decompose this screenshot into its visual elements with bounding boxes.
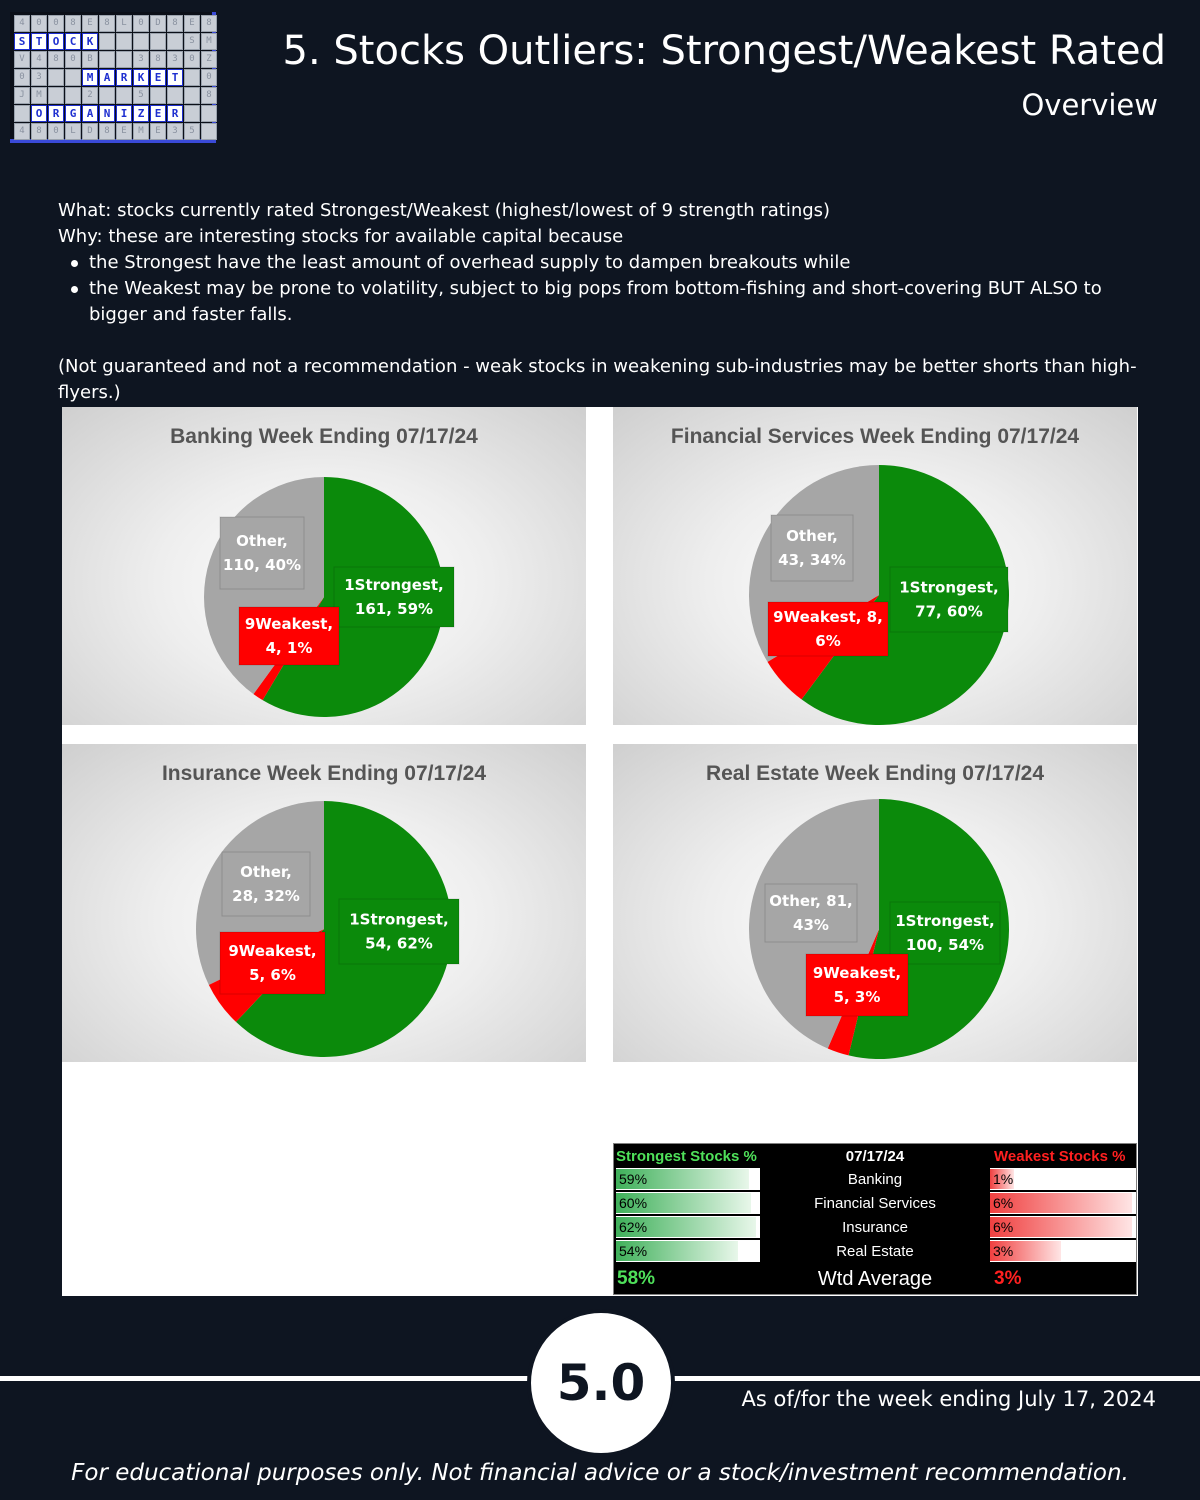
logo-cell bbox=[133, 33, 149, 50]
data-label-other bbox=[771, 515, 853, 581]
summary-row bbox=[614, 1192, 1136, 1215]
data-label-text: 1Strongest, 54, 62% bbox=[349, 910, 449, 953]
avg-label: Wtd Average bbox=[817, 1268, 933, 1290]
sector-name: Insurance bbox=[842, 1219, 908, 1236]
sector-name: Financial Services bbox=[814, 1195, 936, 1212]
logo-cell: G bbox=[65, 105, 81, 122]
data-label-text: Other, 81, 43% bbox=[769, 892, 853, 934]
logo-cell bbox=[116, 51, 132, 68]
logo-cell: 0 bbox=[184, 51, 200, 68]
page-subtitle: Overview bbox=[1021, 88, 1158, 122]
description bbox=[58, 198, 1148, 406]
data-label-text: 9Weakest, 5, 3% bbox=[812, 964, 902, 1006]
logo-cell: R bbox=[48, 105, 64, 122]
weakest-cell bbox=[990, 1192, 1136, 1214]
strongest-cell bbox=[616, 1192, 760, 1214]
pie-chart-real-estate bbox=[613, 744, 1137, 1062]
logo-cell: M bbox=[133, 123, 149, 140]
section-number-badge bbox=[527, 1309, 675, 1457]
weakest-value: 3% bbox=[993, 1243, 1014, 1259]
data-label-text: Other, 110, 40% bbox=[222, 532, 302, 574]
logo-cell: J bbox=[14, 87, 30, 104]
logo-cell: L bbox=[116, 15, 132, 32]
data-label-weakest bbox=[239, 607, 339, 665]
data-label-text: 1Strongest, 100, 54% bbox=[895, 912, 995, 954]
logo-letter-grid bbox=[14, 15, 217, 140]
data-label-text: 1Strongest, 161, 59% bbox=[344, 576, 444, 618]
description-bullets bbox=[58, 250, 1148, 328]
strongest-value: 62% bbox=[619, 1219, 648, 1235]
logo-cell: 0 bbox=[14, 69, 30, 86]
weakest-value: 1% bbox=[993, 1171, 1014, 1187]
chart-title: Real Estate Week Ending 07/17/24 bbox=[705, 762, 1045, 785]
logo-cell: I bbox=[116, 105, 132, 122]
pie-chart-financial-services bbox=[613, 407, 1137, 725]
logo-cell bbox=[167, 87, 183, 104]
logo-cell: R bbox=[167, 105, 183, 122]
logo-cell: 0 bbox=[31, 15, 47, 32]
logo-cell: V bbox=[14, 51, 30, 68]
chart-title: Insurance Week Ending 07/17/24 bbox=[161, 762, 487, 785]
weakest-cell bbox=[990, 1216, 1136, 1238]
data-label-strongest bbox=[334, 567, 454, 627]
logo-cell: O bbox=[31, 105, 47, 122]
description-what: What: stocks currently rated Strongest/Weakest (highest/lowest of 9 strength ratings) bbox=[58, 200, 831, 221]
weakest-value: 6% bbox=[993, 1219, 1014, 1235]
logo-cell: S bbox=[184, 33, 200, 50]
logo-cell: E bbox=[82, 15, 98, 32]
data-label-strongest bbox=[339, 899, 459, 964]
logo-cell bbox=[201, 123, 217, 140]
page-title: 5. Stocks Outliers: Strongest/Weakest Rated bbox=[282, 28, 1166, 74]
logo-cell: E bbox=[116, 123, 132, 140]
logo-cell bbox=[184, 105, 200, 122]
logo-cell: A bbox=[99, 69, 115, 86]
data-label-other bbox=[220, 517, 304, 589]
logo-cell: 0 bbox=[133, 15, 149, 32]
logo-cell bbox=[14, 105, 30, 122]
logo-cell: C bbox=[65, 33, 81, 50]
summary-row bbox=[614, 1240, 1136, 1263]
strongest-cell bbox=[616, 1216, 760, 1238]
data-label-text: Other, 28, 32% bbox=[232, 863, 300, 905]
logo-cell bbox=[99, 51, 115, 68]
strongest-value: 54% bbox=[619, 1243, 648, 1259]
logo-cell: 8 bbox=[167, 15, 183, 32]
pie-chart-insurance bbox=[62, 744, 586, 1062]
logo-cell: T bbox=[167, 69, 183, 86]
logo-cell bbox=[184, 69, 200, 86]
chart-title: Financial Services Week Ending 07/17/24 bbox=[670, 425, 1080, 448]
pie-chart-banking bbox=[62, 407, 586, 725]
logo-cell: L bbox=[65, 123, 81, 140]
logo-cell: 8 bbox=[99, 123, 115, 140]
logo-cell: 4 bbox=[14, 15, 30, 32]
sector-name: Banking bbox=[847, 1171, 903, 1188]
logo-cell bbox=[99, 33, 115, 50]
data-label-other bbox=[222, 852, 310, 916]
logo-cell bbox=[48, 69, 64, 86]
avg-strongest: 58% bbox=[617, 1268, 656, 1289]
logo-cell: D bbox=[82, 123, 98, 140]
logo-cell: 0 bbox=[48, 123, 64, 140]
logo-cell: R bbox=[116, 69, 132, 86]
logo-cell: 8 bbox=[201, 15, 217, 32]
logo-cell: 8 bbox=[150, 51, 166, 68]
logo-cell bbox=[65, 87, 81, 104]
header-strongest: Strongest Stocks % bbox=[616, 1148, 757, 1165]
logo-cell: D bbox=[150, 15, 166, 32]
logo-cell: 0 bbox=[65, 51, 81, 68]
logo-cell bbox=[48, 87, 64, 104]
weakest-cell bbox=[990, 1240, 1136, 1262]
stock-market-organizer-logo bbox=[10, 12, 216, 143]
logo-cell bbox=[184, 87, 200, 104]
logo-cell bbox=[150, 33, 166, 50]
bullet-weakest: the Weakest may be prone to volatility, subject to big pops from bottom-fishing and short-covering BUT ALSO to bigger and faster falls. bbox=[58, 276, 1148, 328]
logo-cell: 2 bbox=[82, 87, 98, 104]
logo-cell: 5 bbox=[184, 123, 200, 140]
summary-row bbox=[614, 1168, 1136, 1191]
data-label-weakest bbox=[806, 954, 908, 1016]
summary-header-row bbox=[614, 1144, 1136, 1167]
summary-row bbox=[614, 1216, 1136, 1239]
logo-cell: B bbox=[82, 51, 98, 68]
data-label-text: 9Weakest, 8, 6% bbox=[773, 608, 883, 650]
logo-cell: 5 bbox=[133, 87, 149, 104]
strongest-cell bbox=[616, 1240, 760, 1262]
logo-cell: 8 bbox=[31, 123, 47, 140]
logo-cell: 8 bbox=[99, 15, 115, 32]
logo-cell: 8 bbox=[48, 51, 64, 68]
logo-cell: 0 bbox=[201, 69, 217, 86]
chart-title: Banking Week Ending 07/17/24 bbox=[170, 425, 478, 448]
logo-cell: 8 bbox=[65, 15, 81, 32]
logo-cell bbox=[65, 69, 81, 86]
logo-cell: T bbox=[31, 33, 47, 50]
logo-cell: Z bbox=[201, 51, 217, 68]
header-weakest: Weakest Stocks % bbox=[994, 1148, 1126, 1165]
data-label-strongest bbox=[890, 567, 1008, 632]
logo-cell: M bbox=[82, 69, 98, 86]
logo-cell bbox=[99, 87, 115, 104]
summary-table bbox=[613, 1143, 1137, 1295]
logo-cell: 3 bbox=[31, 69, 47, 86]
logo-cell: A bbox=[82, 105, 98, 122]
logo-cell: E bbox=[150, 105, 166, 122]
data-label-weakest bbox=[220, 932, 325, 994]
weakest-cell bbox=[990, 1168, 1136, 1190]
logo-cell bbox=[167, 33, 183, 50]
data-label-weakest bbox=[768, 602, 888, 656]
bullet-strongest: the Strongest have the least amount of overhead supply to dampen breakouts while bbox=[58, 250, 1148, 276]
sector-name: Real Estate bbox=[836, 1243, 914, 1260]
data-label-text: 9Weakest, 5, 6% bbox=[228, 942, 317, 984]
logo-cell: 4 bbox=[31, 51, 47, 68]
logo-cell bbox=[201, 105, 217, 122]
logo-cell: 8 bbox=[201, 87, 217, 104]
logo-cell bbox=[150, 87, 166, 104]
logo-cell: S bbox=[14, 33, 30, 50]
data-label-text: 1Strongest, 77, 60% bbox=[899, 578, 999, 621]
logo-cell: M bbox=[31, 87, 47, 104]
avg-weakest: 3% bbox=[994, 1268, 1022, 1289]
logo-cell: 4 bbox=[14, 123, 30, 140]
strongest-value: 59% bbox=[619, 1171, 648, 1187]
data-label-other bbox=[765, 884, 857, 942]
data-label-text: 9Weakest, 4, 1% bbox=[244, 615, 334, 657]
section-number: 5.0 bbox=[556, 1354, 646, 1412]
logo-cell: M bbox=[201, 33, 217, 50]
disclaimer: For educational purposes only. Not financial advice or a stock/investment recommendation. bbox=[71, 1460, 1129, 1486]
logo-cell: N bbox=[99, 105, 115, 122]
logo-cell: O bbox=[48, 33, 64, 50]
logo-cell bbox=[116, 87, 132, 104]
logo-cell bbox=[116, 33, 132, 50]
description-note: (Not guaranteed and not a recommendation - weak stocks in weakening sub-industries may be better shorts than high-flyers.) bbox=[58, 356, 1137, 403]
logo-cell: E bbox=[150, 123, 166, 140]
strongest-value: 60% bbox=[619, 1195, 648, 1211]
description-why: Why: these are interesting stocks for available capital because bbox=[58, 226, 624, 247]
logo-cell: 3 bbox=[167, 123, 183, 140]
logo-cell: E bbox=[150, 69, 166, 86]
logo-cell: 0 bbox=[48, 15, 64, 32]
weakest-value: 6% bbox=[993, 1195, 1014, 1211]
logo-cell: Z bbox=[133, 105, 149, 122]
strongest-cell bbox=[616, 1168, 760, 1190]
header-date: 07/17/24 bbox=[845, 1148, 905, 1165]
logo-cell: E bbox=[184, 15, 200, 32]
logo-cell: 3 bbox=[167, 51, 183, 68]
as-of-date: As of/for the week ending July 17, 2024 bbox=[741, 1387, 1156, 1411]
logo-cell: 3 bbox=[133, 51, 149, 68]
logo-cell: K bbox=[133, 69, 149, 86]
data-label-text: Other, 43, 34% bbox=[778, 527, 846, 569]
logo-cell: K bbox=[82, 33, 98, 50]
